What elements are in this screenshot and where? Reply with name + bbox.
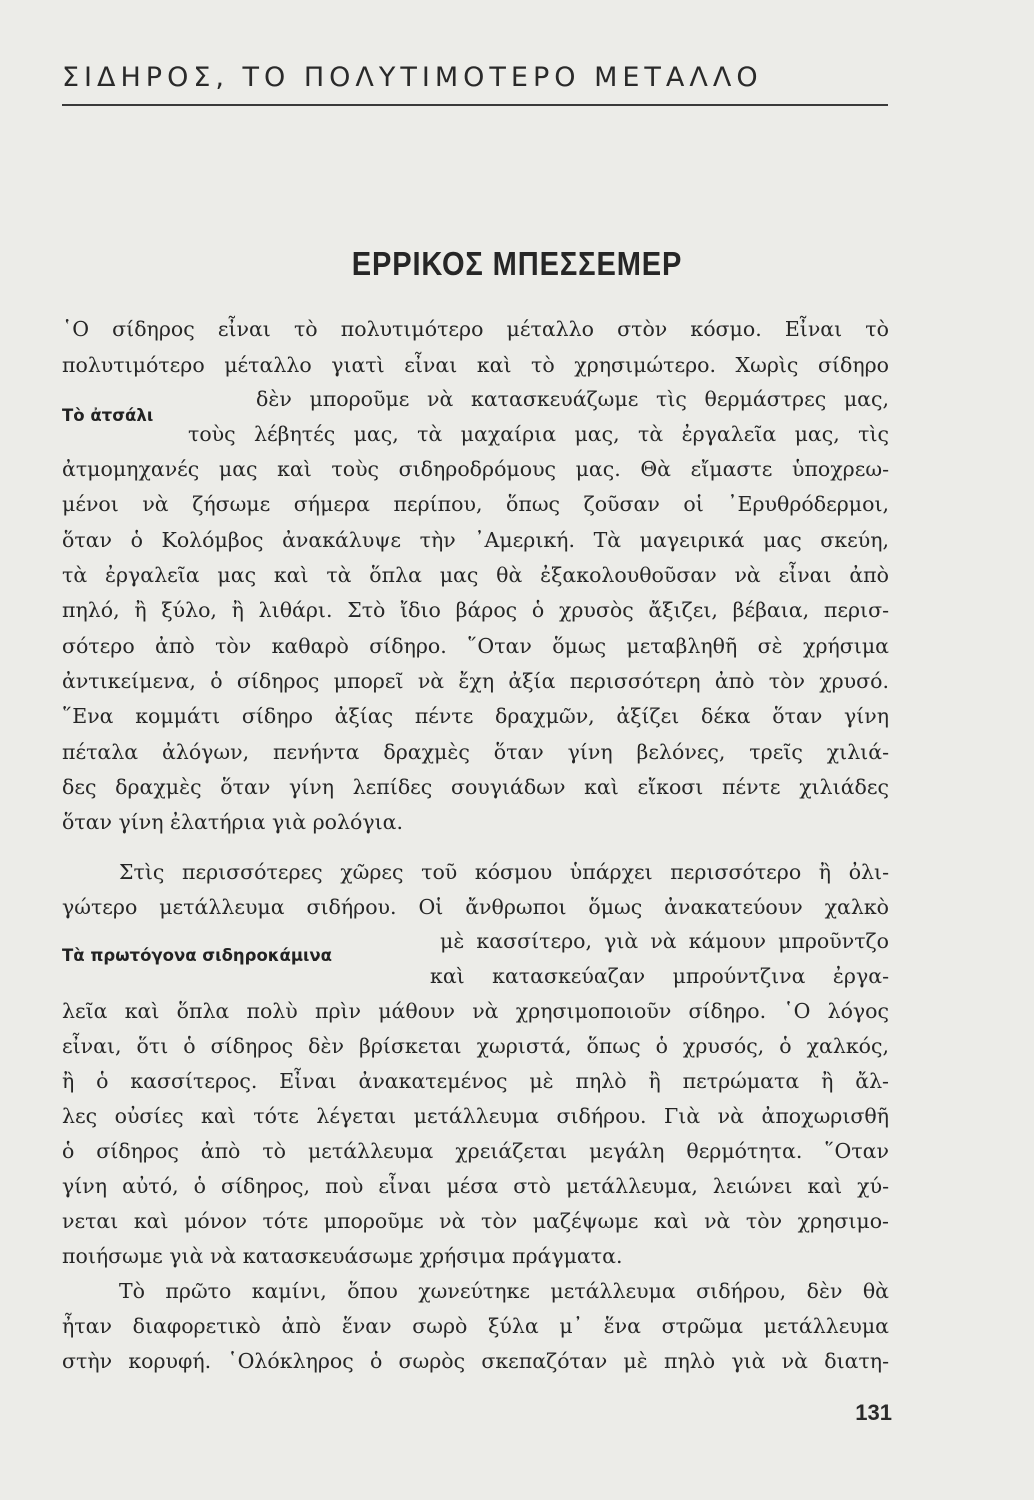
text-line: ὅταν ὁ Κολόμβος ἀνακάλυψε τὴν ᾿Αμερική. Τὰ μαγειρικά μας σκεύη, <box>62 528 889 552</box>
text-line: εἶναι, ὅτι ὁ σίδηρος δὲν βρίσκεται χωριστά, ὅπως ὁ χρυσός, ὁ χαλκός, <box>62 1034 889 1058</box>
header-rule <box>62 104 888 106</box>
text-line: ἦταν διαφορετικὸ ἀπὸ ἕναν σωρὸ ξύλα μ᾿ ἕνα στρῶμα μετάλλευμα <box>62 1314 889 1338</box>
text-line: γώτερο μετάλλευμα σιδήρου. Οἱ ἄνθρωποι ὅμως ἀνακατεύουν χαλκὸ <box>62 895 889 919</box>
text-line: δες δραχμὲς ὅταν γίνη λεπίδες σουγιάδων καὶ εἴκοσι πέντε χιλιάδες <box>62 775 889 799</box>
text-line: σότερο ἀπὸ τὸν καθαρὸ σίδηρο. ῞Οταν ὅμως μεταβληθῆ σὲ χρήσιμα <box>62 634 889 658</box>
text-line: πέταλα ἀλόγων, πενήντα δραχμὲς ὅταν γίνη βελόνες, τρεῖς χιλιά- <box>62 740 889 764</box>
running-head: ΣΙΔΗΡΟΣ, ΤΟ ΠΟΛΥΤΙΜΟΤΕΡΟ ΜΕΤΑΛΛΟ <box>62 62 763 93</box>
text-line: δὲν μποροῦμε νὰ κατασκευάζωμε τὶς θερμάστρες μας, <box>256 387 889 411</box>
text-line: ποιήσωμε γιὰ νὰ κατασκευάσωμε χρήσιμα πράγματα. <box>62 1244 623 1268</box>
text-line: ῞Ενα κομμάτι σίδηρο ἀξίας πέντε δραχμῶν, ἀξίζει δέκα ὅταν γίνη <box>62 704 889 728</box>
text-line: πολυτιμότερο μέταλλο γιατὶ εἶναι καὶ τὸ χρησιμώτερο. Χωρὶς σίδηρο <box>62 353 889 377</box>
text-line: ἀντικείμενα, ὁ σίδηρος μπορεῖ νὰ ἔχη ἀξία περισσότερη ἀπὸ τὸν χρυσό. <box>62 669 889 693</box>
text-line: μὲ κασσίτερο, γιὰ νὰ κάμουν μπροῦντζο <box>440 929 889 953</box>
side-heading-steel: Τὸ ἀτσάλι <box>62 406 154 425</box>
text-line: ὁ σίδηρος ἀπὸ τὸ μετάλλευμα χρειάζεται μεγάλη θερμότητα. ῞Οταν <box>62 1139 889 1163</box>
text-line: λες οὐσίες καὶ τότε λέγεται μετάλλευμα σιδήρου. Γιὰ νὰ ἀποχωρισθῆ <box>62 1104 889 1128</box>
side-heading-primitive-furnaces: Τὰ πρωτόγονα σιδηροκάμινα <box>62 946 333 965</box>
text-line: νεται καὶ μόνον τότε μποροῦμε νὰ τὸν μαζέψωμε καὶ νὰ τὸν χρησιμο- <box>62 1209 889 1233</box>
text-line: ὅταν γίνη ἐλατήρια γιὰ ρολόγια. <box>62 810 403 834</box>
text-line: Τὸ πρῶτο καμίνι, ὅπου χωνεύτηκε μετάλλευμα σιδήρου, δὲν θὰ <box>119 1279 889 1303</box>
chapter-title: ΕΡΡΙΚΟΣ ΜΠΕΣΣΕΜΕΡ <box>351 245 683 282</box>
text-line: στὴν κορυφή. ῾Ολόκληρος ὁ σωρὸς σκεπαζόταν μὲ πηλὸ γιὰ νὰ διατη- <box>62 1349 889 1373</box>
text-line: τοὺς λέβητές μας, τὰ μαχαίρια μας, τὰ ἐργαλεῖα μας, τὶς <box>188 422 889 446</box>
text-line: Στὶς περισσότερες χῶρες τοῦ κόσμου ὑπάρχει περισσότερο ἢ ὀλι- <box>119 860 889 884</box>
text-line: πηλό, ἢ ξύλο, ἢ λιθάρι. Στὸ ἴδιο βάρος ὁ χρυσὸς ἄξιζει, βέβαια, περισ- <box>62 598 889 622</box>
text-line: γίνη αὐτό, ὁ σίδηρος, ποὺ εἶναι μέσα στὸ μετάλλευμα, λειώνει καὶ χύ- <box>62 1174 889 1198</box>
text-line: καὶ κατασκεύαζαν μπρούντζινα ἐργα- <box>430 964 889 988</box>
page-number: 131 <box>855 1400 892 1425</box>
text-line: ἢ ὁ κασσίτερος. Εἶναι ἀνακατεμένος μὲ πηλὸ ἢ πετρώματα ἢ ἄλ- <box>62 1069 889 1093</box>
text-line: τὰ ἐργαλεῖα μας καὶ τὰ ὅπλα μας θὰ ἐξακολουθοῦσαν νὰ εἶναι ἀπὸ <box>62 563 889 587</box>
text-line: ἀτμομηχανές μας καὶ τοὺς σιδηροδρόμους μας. Θὰ εἴμαστε ὑποχρεω- <box>62 457 889 481</box>
text-line: λεῖα καὶ ὅπλα πολὺ πρὶν μάθουν νὰ χρησιμοποιοῦν σίδηρο. ῾Ο λόγος <box>62 999 889 1023</box>
text-line: ῾Ο σίδηρος εἶναι τὸ πολυτιμότερο μέταλλο στὸν κόσμο. Εἶναι τὸ <box>62 317 889 341</box>
text-line: μένοι νὰ ζήσωμε σήμερα περίπου, ὅπως ζοῦσαν οἱ ᾿Ερυθρόδερμοι, <box>62 492 889 516</box>
